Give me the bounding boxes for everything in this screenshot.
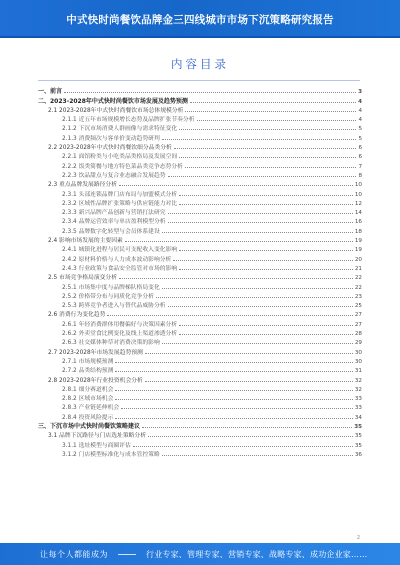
toc-entry[interactable] (38, 151, 362, 160)
toc-entry-text: 2.5.3 跨界竞争者进入与替代品威胁分析 (62, 303, 166, 310)
toc-entry-page: 5 (358, 135, 362, 142)
toc-entry[interactable] (38, 142, 362, 151)
toc-entry-page: 4 (358, 117, 362, 124)
toc-entry-text: 2.4 影响市场发展的主要因素 (48, 238, 123, 245)
toc-dot-leader (162, 288, 353, 289)
toc-entry-text: 2.1.2 下沉市场消费人群画像与需求特征变化 (62, 126, 178, 133)
toc-dot-leader (179, 129, 356, 130)
toc-entry-page: 32 (354, 386, 362, 393)
toc-entry-page: 22 (354, 275, 362, 282)
toc-entry[interactable] (38, 170, 362, 179)
toc-entry-text: 2.1 2023-2028年中式快时尚餐饮市场总体规模分析 (48, 107, 184, 114)
toc-dot-leader (179, 269, 353, 270)
toc-entry-page: 22 (354, 284, 362, 291)
toc-entry-page: 10 (354, 191, 362, 198)
toc-entry-text: 2.3.4 品牌运营效率与单店盈利模型分析 (62, 219, 166, 226)
toc-entry[interactable] (38, 244, 362, 253)
toc-entry[interactable] (38, 291, 362, 300)
toc-entry-text: 2.3.5 品牌数字化转型与会员体系建设 (62, 228, 160, 235)
toc-entry-page: 23 (354, 293, 362, 300)
toc-entry[interactable] (38, 160, 362, 169)
toc-entry[interactable] (38, 95, 362, 104)
toc-entry-page: 27 (354, 321, 362, 328)
toc-dot-leader (121, 408, 353, 409)
toc-entry-text: 二、2023-2028年中式快时尚餐饮市场发展及趋势预测 (38, 97, 188, 105)
toc-entry[interactable] (38, 328, 362, 337)
toc-dot-leader (179, 204, 353, 205)
toc-list (38, 86, 362, 458)
toc-dot-leader (173, 260, 353, 261)
toc-entry[interactable] (38, 281, 362, 290)
toc-entry-text: 一、前言 (38, 88, 63, 96)
toc-entry-text: 2.3 重点品牌发展路径分析 (48, 182, 118, 189)
toc-entry-text: 2.8.4 投资风险提示 (62, 414, 114, 421)
toc-entry-page: 34 (354, 414, 362, 421)
toc-dot-leader (125, 241, 353, 242)
toc-entry[interactable] (38, 86, 362, 95)
toc-entry[interactable] (38, 346, 362, 355)
footer-slogan-right: 行业专家、管理专家、营销专家、战略专家、成功企业家…… (146, 549, 368, 559)
toc-entry-text: 2.2.2 饭类简餐与地方特色菜品类竞争态势分析 (62, 163, 183, 170)
toc-entry[interactable] (38, 337, 362, 346)
toc-dot-leader (179, 157, 356, 158)
toc-dot-leader (115, 399, 353, 400)
toc-entry[interactable] (38, 114, 362, 123)
toc-dot-leader (185, 167, 357, 168)
toc-entry[interactable] (38, 263, 362, 272)
toc-entry-text: 2.7.2 品类结构预测 (62, 368, 114, 375)
toc-dot-leader (115, 390, 353, 391)
toc-dot-leader (162, 455, 353, 456)
toc-entry-page: 12 (354, 200, 362, 207)
toc-entry-text: 3.1.2 门店模型标准化与成本管控策略 (62, 451, 160, 458)
report-footer (0, 543, 400, 565)
toc-entry-page: 35 (354, 433, 362, 440)
toc-dot-leader (156, 297, 353, 298)
toc-entry-page: 10 (354, 182, 362, 189)
toc-entry[interactable] (38, 235, 362, 244)
toc-dot-leader (185, 111, 356, 112)
toc-entry[interactable] (38, 430, 362, 439)
toc-entry-text: 2.6.2 外卖堂食比例变化及线上渠道渗透分析 (62, 331, 178, 338)
toc-entry-page: 33 (354, 396, 362, 403)
toc-dot-leader (107, 315, 352, 316)
toc-dot-leader (119, 278, 353, 279)
footer-separator (118, 554, 136, 555)
toc-entry[interactable] (38, 356, 362, 365)
toc-entry[interactable] (38, 374, 362, 383)
toc-entry-page: 35 (354, 423, 362, 430)
toc-entry[interactable] (38, 225, 362, 234)
toc-entry[interactable] (38, 421, 362, 430)
toc-dot-leader (64, 92, 356, 93)
toc-entry-page: 30 (354, 349, 362, 356)
toc-entry-page: 29 (354, 340, 362, 347)
toc-entry[interactable] (38, 198, 362, 207)
toc-entry-text: 2.4.3 行业政策与食品安全监管对市场的影响 (62, 265, 178, 272)
toc-entry[interactable] (38, 105, 362, 114)
toc-dot-leader (115, 371, 353, 372)
toc-dot-leader (119, 185, 353, 186)
toc-entry-page: 27 (354, 312, 362, 319)
toc-entry-text: 2.2.3 饮品甜点与复合业态融合发展趋势 (62, 172, 166, 179)
toc-entry-page: 7 (358, 163, 362, 170)
page-number: 2 (356, 535, 360, 541)
toc-entry-text: 2.8.2 区域市场机会 (62, 396, 114, 403)
toc-entry-text: 2.2 2023-2028年中式快时尚餐饮细分品类分析 (48, 145, 172, 152)
toc-entry[interactable] (38, 393, 362, 402)
toc-entry[interactable] (38, 123, 362, 132)
toc-dot-leader (197, 120, 357, 121)
toc-title: 内容目录 (171, 57, 229, 71)
toc-entry-text: 2.3.2 区域性品牌扩张策略与供应链能力对比 (62, 200, 178, 207)
toc-entry[interactable] (38, 402, 362, 411)
toc-entry-page: 8 (358, 172, 362, 179)
toc-dot-leader (162, 343, 353, 344)
toc-entry[interactable] (38, 318, 362, 327)
toc-entry-text: 2.5.1 市场集中度与品牌梯队格局变化 (62, 284, 160, 291)
toc-title-divider (38, 80, 360, 81)
report-header (0, 0, 400, 38)
toc-dot-leader (115, 418, 353, 419)
toc-entry-page: 21 (354, 265, 362, 272)
toc-entry-page: 30 (354, 358, 362, 365)
toc-entry-text: 2.8.3 产业链延伸机会 (62, 405, 120, 412)
toc-entry-page: 4 (358, 107, 362, 114)
toc-entry-page: 14 (354, 210, 362, 217)
toc-entry-page: 28 (354, 331, 362, 338)
toc-entry[interactable] (38, 216, 362, 225)
toc-entry[interactable] (38, 449, 362, 458)
toc-entry-text: 2.6.3 社交媒体种草对消费决策的影响 (62, 340, 160, 347)
toc-dot-leader (162, 232, 353, 233)
toc-entry-text: 2.4.1 城镇化进程与居民可支配收入变化影响 (62, 247, 178, 254)
toc-entry-text: 3.1 品牌下沉路径与门店选址策略分析 (48, 433, 147, 440)
toc-entry-page: 6 (358, 145, 362, 152)
report-title: 中式快时尚餐饮品牌金三四线城市市场下沉策略研究报告 (66, 13, 334, 26)
toc-entry-text: 2.8.1 细分赛道机会 (62, 386, 114, 393)
toc-dot-leader (142, 427, 352, 428)
toc-entry[interactable] (38, 179, 362, 188)
toc-dot-leader (168, 213, 353, 214)
toc-dot-leader (168, 176, 357, 177)
toc-entry-text: 3.1.1 选址模型与商圈评估 (62, 442, 131, 449)
toc-dot-leader (190, 102, 356, 103)
toc-entry-page: 20 (354, 256, 362, 263)
toc-entry[interactable] (38, 207, 362, 216)
toc-entry-page: 18 (354, 228, 362, 235)
toc-entry[interactable] (38, 309, 362, 318)
toc-entry[interactable] (38, 411, 362, 420)
footer-slogan-left: 让每个人都能成为 (40, 549, 108, 559)
toc-entry[interactable] (38, 384, 362, 393)
toc-dot-leader (179, 334, 353, 335)
toc-entry[interactable] (38, 365, 362, 374)
toc-entry-text: 2.8 2023-2028年行业投资机会分析 (48, 377, 143, 384)
toc-entry[interactable] (38, 300, 362, 309)
toc-dot-leader (133, 446, 353, 447)
toc-dot-leader (145, 353, 353, 354)
toc-dot-leader (162, 139, 357, 140)
toc-entry[interactable] (38, 272, 362, 281)
toc-dot-leader (179, 250, 353, 251)
toc-entry-text: 2.4.2 原材料价格与人力成本波动影响分析 (62, 256, 172, 263)
toc-entry-text: 2.2.1 面馆粉类与小吃类品类格局及发展空间 (62, 154, 178, 161)
toc-dot-leader (115, 362, 353, 363)
toc-entry-page: 5 (358, 126, 362, 133)
toc-entry-text: 三、下沉市场中式快时尚餐饮策略建议 (38, 422, 141, 430)
toc-dot-leader (179, 195, 353, 196)
toc-entry-text: 2.1.3 消费频次与客单价变动趋势研判 (62, 135, 160, 142)
toc-entry-text: 2.5.2 价格带分布与同质化竞争分析 (62, 293, 154, 300)
toc-entry[interactable] (38, 439, 362, 448)
toc-entry-page: 19 (354, 238, 362, 245)
toc-dot-leader (168, 306, 353, 307)
toc-entry-page: 33 (354, 405, 362, 412)
toc-entry[interactable] (38, 188, 362, 197)
header-accent-line (0, 36, 400, 38)
toc-entry-page: 19 (354, 247, 362, 254)
toc-entry-page: 16 (354, 219, 362, 226)
toc-dot-leader (168, 222, 353, 223)
toc-entry-text: 2.6 消费行为变化趋势 (48, 312, 106, 319)
toc-entry-text: 2.5 市场竞争格局演变分析 (48, 275, 118, 282)
toc-dot-leader (179, 325, 353, 326)
toc-entry-text: 2.7.1 市场规模预测 (62, 358, 114, 365)
toc-entry-page: 35 (354, 442, 362, 449)
toc-entry-text: 2.6.1 年轻消费群体用餐偏好与决策因素分析 (62, 321, 178, 328)
toc-entry-page: 4 (358, 98, 362, 105)
toc-entry-page: 36 (354, 451, 362, 458)
toc-entry-page: 25 (354, 303, 362, 310)
toc-entry-text: 2.3.1 头部连锁品牌门店布局与加盟模式分析 (62, 191, 178, 198)
toc-entry[interactable] (38, 132, 362, 141)
toc-entry-text: 2.1.1 近五年市场规模增长态势及品牌扩张节奏分析 (62, 117, 195, 124)
toc-entry-page: 3 (358, 89, 362, 96)
toc-dot-leader (148, 436, 353, 437)
toc-entry-page: 6 (358, 154, 362, 161)
toc-entry-text: 2.3.3 新兴品牌产品创新与营销打法研究 (62, 210, 166, 217)
toc-entry[interactable] (38, 253, 362, 262)
toc-dot-leader (145, 381, 353, 382)
toc-dot-leader (174, 148, 357, 149)
toc-entry-text: 2.7 2023-2028年市场发展趋势预测 (48, 349, 143, 356)
toc-entry-page: 31 (354, 368, 362, 375)
toc-entry-page: 32 (354, 377, 362, 384)
